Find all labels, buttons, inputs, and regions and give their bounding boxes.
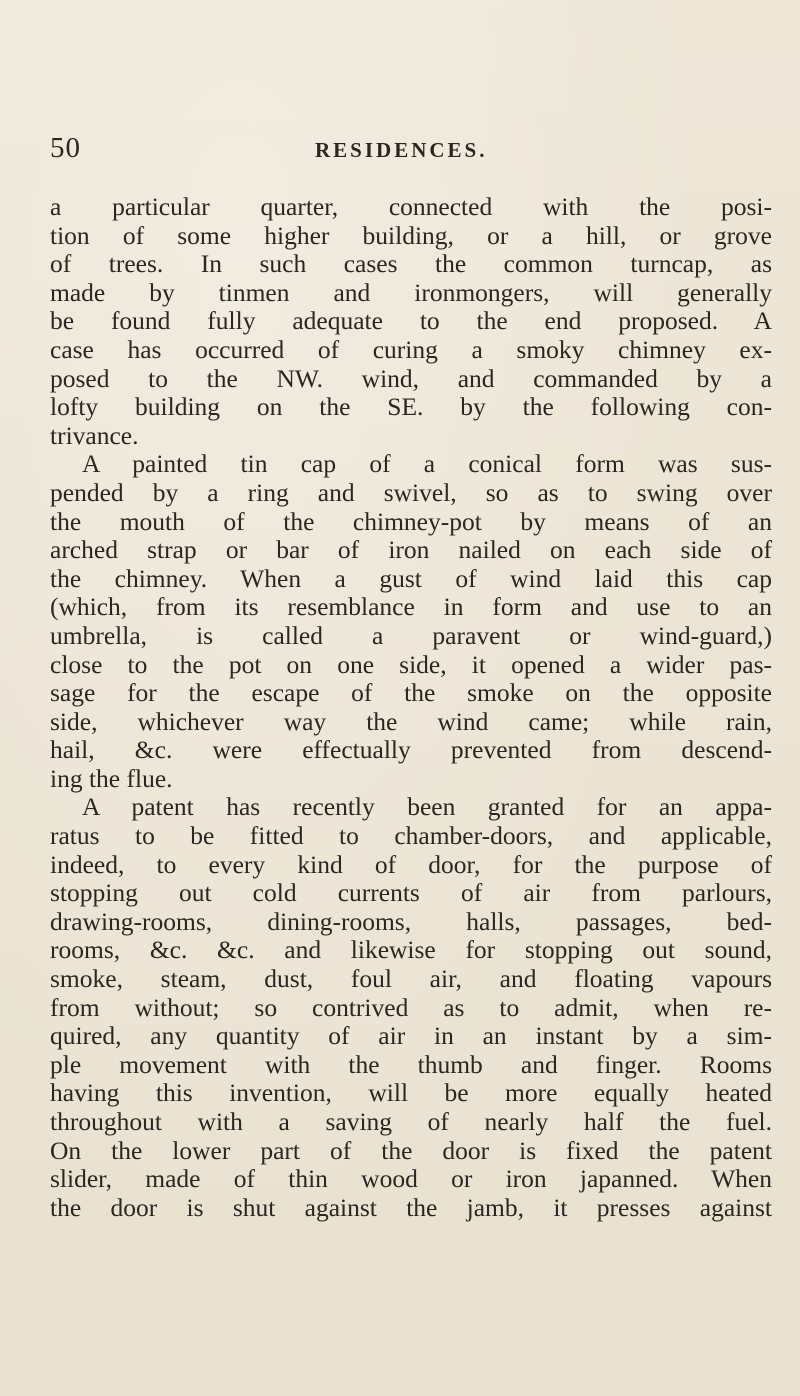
page-number: 50 xyxy=(50,132,81,164)
text-line: from without; so contrived as to admit, when re- xyxy=(50,992,772,1022)
text-line: pended by a ring and swivel, so as to swing over xyxy=(50,477,772,507)
body-text xyxy=(50,193,772,1222)
text-line: the mouth of the chimney-pot by means of an xyxy=(50,506,772,536)
text-line: A patent has recently been granted for an appa- xyxy=(82,792,772,822)
text-line: On the lower part of the door is fixed the patent xyxy=(50,1135,772,1165)
text-line: rooms, &c. &c. and likewise for stopping out sound, xyxy=(50,935,772,965)
text-line: a particular quarter, connected with the posi- xyxy=(50,192,772,221)
text-line: hail, &c. were effectually prevented from descend- xyxy=(50,735,772,765)
text-line: case has occurred of curing a smoky chimney ex- xyxy=(50,334,772,364)
text-line: ratus to be fitted to chamber-doors, and applicable, xyxy=(50,821,772,851)
text-line: slider, made of thin wood or iron japanned. When xyxy=(50,1164,772,1194)
text-line: lofty building on the SE. by the following con- xyxy=(50,392,772,422)
text-line: side, whichever way the wind came; while rain, xyxy=(50,706,772,736)
text-line: the chimney. When a gust of wind laid this cap xyxy=(50,563,772,593)
text-line: having this invention, will be more equally heated xyxy=(50,1078,772,1108)
text-line: sage for the escape of the smoke on the opposite xyxy=(50,678,772,708)
text-line: quired, any quantity of air in an instant by a sim- xyxy=(50,1021,772,1051)
text-line: posed to the NW. wind, and commanded by a xyxy=(50,363,772,393)
running-head xyxy=(50,132,770,172)
text-line: trivance. xyxy=(50,420,139,450)
text-line: made by tinmen and ironmongers, will generally xyxy=(50,277,772,307)
text-line: of trees. In such cases the common turncap, as xyxy=(50,249,772,279)
text-line: A painted tin cap of a conical form was sus- xyxy=(82,449,772,479)
text-line: drawing-rooms, dining-rooms, halls, passages, bed- xyxy=(50,906,772,936)
text-line: umbrella, is called a paravent or wind-guard,) xyxy=(50,620,772,650)
text-line: tion of some higher building, or a hill, or grove xyxy=(50,220,772,250)
text-line: (which, from its resemblance in form and use to an xyxy=(50,592,772,622)
text-line: indeed, to every kind of door, for the purpose of xyxy=(50,849,772,879)
text-line: ing the flue. xyxy=(50,763,173,793)
text-line: stopping out cold currents of air from parlours, xyxy=(50,878,772,908)
text-line: ple movement with the thumb and finger. Rooms xyxy=(50,1049,772,1079)
text-line: throughout with a saving of nearly half the fuel. xyxy=(50,1107,772,1136)
text-line: close to the pot on one side, it opened a wider pas- xyxy=(50,649,772,679)
text-line: the door is shut against the jamb, it presses against xyxy=(50,1192,772,1222)
text-line: arched strap or bar of iron nailed on each side of xyxy=(50,535,772,565)
text-line: be found fully adequate to the end proposed. A xyxy=(50,306,772,336)
running-title: RESIDENCES. xyxy=(315,138,488,162)
text-line: smoke, steam, dust, foul air, and floating vapours xyxy=(50,964,772,994)
